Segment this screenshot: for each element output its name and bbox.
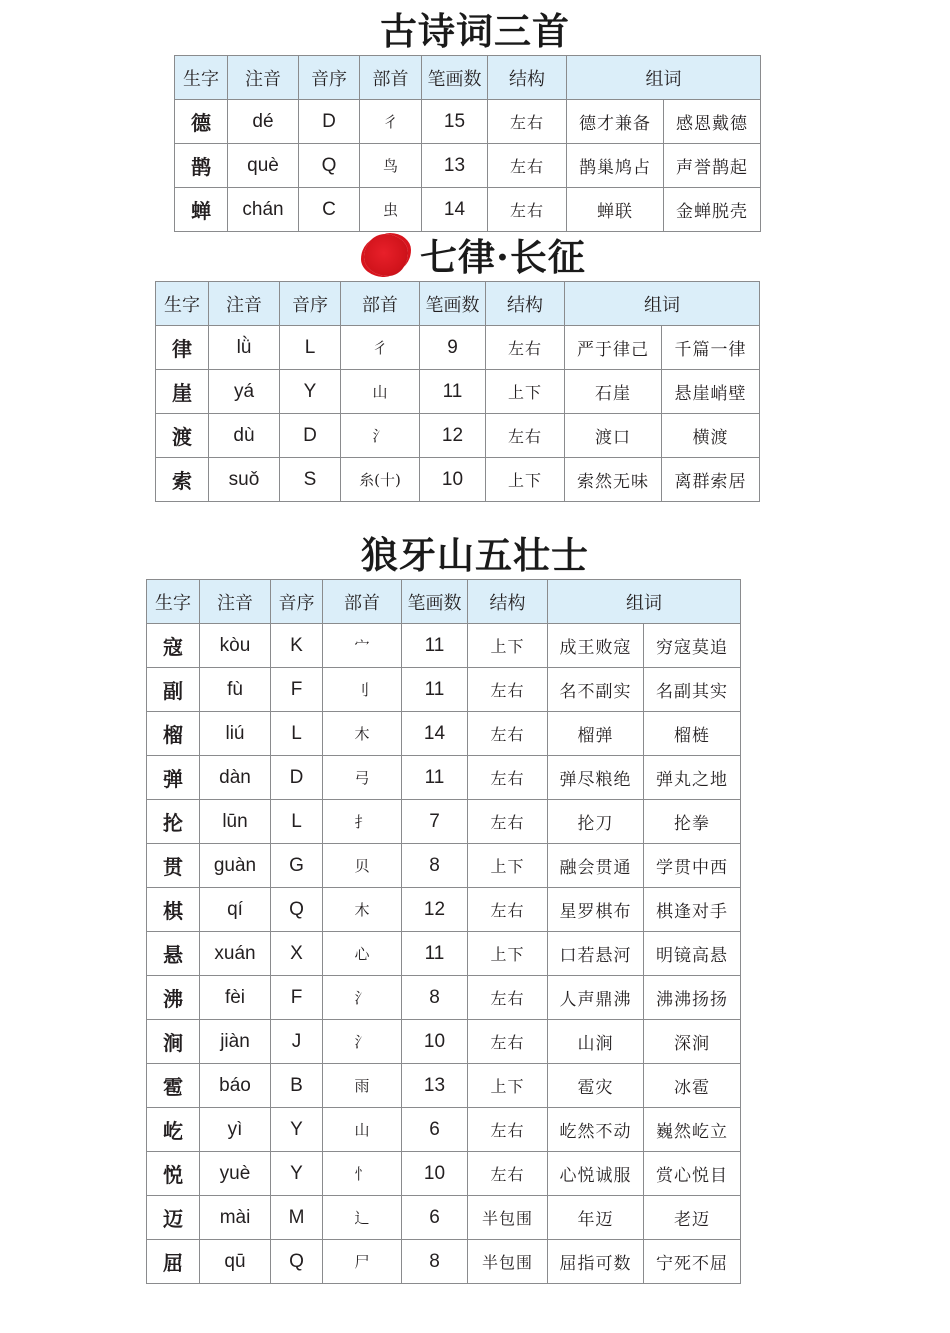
structure-cell: 左右: [488, 188, 567, 232]
word-cell: 巍然屹立: [644, 1108, 741, 1152]
pinyin-cell: dé: [228, 100, 299, 144]
word-cell: 索然无味: [565, 458, 662, 502]
table-row: [147, 1240, 741, 1284]
char-cell: 涧: [147, 1020, 200, 1064]
column-header: 音序: [271, 580, 323, 624]
structure-cell: 半包围: [468, 1196, 548, 1240]
radical-cell: 山: [323, 1108, 402, 1152]
structure-cell: 左右: [488, 100, 567, 144]
word-cell: 老迈: [644, 1196, 741, 1240]
structure-cell: 左右: [468, 888, 548, 932]
section-title-text: 狼牙山五壮士: [361, 533, 589, 577]
column-header: 结构: [468, 580, 548, 624]
radical-cell: 木: [323, 712, 402, 756]
word-cell: 屈指可数: [548, 1240, 644, 1284]
column-header: 音序: [280, 282, 341, 326]
section-title-text: 古诗词三首: [380, 9, 570, 53]
word-cell: 鹊巢鸠占: [567, 144, 664, 188]
initial-cell: B: [271, 1064, 323, 1108]
structure-cell: 左右: [468, 1152, 548, 1196]
column-header: 注音: [200, 580, 271, 624]
table-row: [175, 144, 761, 188]
char-cell: 贯: [147, 844, 200, 888]
word-cell: 千篇一律: [662, 326, 760, 370]
radical-cell: 心: [323, 932, 402, 976]
initial-cell: Q: [299, 144, 360, 188]
section-title-2: [0, 234, 950, 279]
table-row: [156, 458, 760, 502]
char-cell: 索: [156, 458, 209, 502]
pinyin-cell: fèi: [200, 976, 271, 1020]
table-header-row: [147, 580, 741, 624]
column-header: 组词: [567, 56, 761, 100]
word-cell: 深涧: [644, 1020, 741, 1064]
pinyin-cell: dù: [209, 414, 280, 458]
structure-cell: 左右: [468, 1020, 548, 1064]
word-cell: 渡口: [565, 414, 662, 458]
column-header: 组词: [548, 580, 741, 624]
char-cell: 雹: [147, 1064, 200, 1108]
initial-cell: G: [271, 844, 323, 888]
table-row: [147, 1064, 741, 1108]
red-ink-blot-icon: [364, 234, 408, 276]
table-row: [147, 1020, 741, 1064]
initial-cell: Q: [271, 1240, 323, 1284]
table-row: [147, 932, 741, 976]
char-cell: 屈: [147, 1240, 200, 1284]
structure-cell: 左右: [488, 144, 567, 188]
char-cell: 寇: [147, 624, 200, 668]
word-cell: 德才兼备: [567, 100, 664, 144]
radical-cell: 氵: [323, 1020, 402, 1064]
structure-cell: 上下: [486, 370, 565, 414]
pinyin-cell: suǒ: [209, 458, 280, 502]
structure-cell: 左右: [468, 668, 548, 712]
initial-cell: F: [271, 976, 323, 1020]
word-cell: 弹尽粮绝: [548, 756, 644, 800]
radical-cell: 刂: [323, 668, 402, 712]
column-header: 注音: [209, 282, 280, 326]
char-cell: 弹: [147, 756, 200, 800]
strokes-cell: 13: [402, 1064, 468, 1108]
pinyin-cell: qū: [200, 1240, 271, 1284]
strokes-cell: 6: [402, 1108, 468, 1152]
word-cell: 心悦诚服: [548, 1152, 644, 1196]
structure-cell: 半包围: [468, 1240, 548, 1284]
word-cell: 声誉鹊起: [664, 144, 761, 188]
radical-cell: 辶: [323, 1196, 402, 1240]
word-cell: 口若悬河: [548, 932, 644, 976]
strokes-cell: 11: [402, 668, 468, 712]
pinyin-cell: kòu: [200, 624, 271, 668]
initial-cell: J: [271, 1020, 323, 1064]
char-cell: 榴: [147, 712, 200, 756]
strokes-cell: 6: [402, 1196, 468, 1240]
strokes-cell: 10: [420, 458, 486, 502]
char-cell: 悬: [147, 932, 200, 976]
radical-cell: 糸(十): [341, 458, 420, 502]
pinyin-cell: liú: [200, 712, 271, 756]
word-cell: 棋逢对手: [644, 888, 741, 932]
pinyin-cell: yuè: [200, 1152, 271, 1196]
word-cell: 人声鼎沸: [548, 976, 644, 1020]
word-cell: 沸沸扬扬: [644, 976, 741, 1020]
word-cell: 赏心悦目: [644, 1152, 741, 1196]
column-header: 结构: [488, 56, 567, 100]
char-cell: 副: [147, 668, 200, 712]
initial-cell: L: [271, 712, 323, 756]
word-cell: 横渡: [662, 414, 760, 458]
table-row: [147, 1152, 741, 1196]
word-cell: 学贯中西: [644, 844, 741, 888]
strokes-cell: 15: [422, 100, 488, 144]
column-header: 部首: [341, 282, 420, 326]
radical-cell: 氵: [323, 976, 402, 1020]
word-cell: 明镜高悬: [644, 932, 741, 976]
word-cell: 榴梿: [644, 712, 741, 756]
word-cell: 榴弹: [548, 712, 644, 756]
column-header: 结构: [486, 282, 565, 326]
structure-cell: 左右: [468, 800, 548, 844]
pinyin-cell: què: [228, 144, 299, 188]
initial-cell: D: [271, 756, 323, 800]
word-cell: 弹丸之地: [644, 756, 741, 800]
char-cell: 屹: [147, 1108, 200, 1152]
word-cell: 屹然不动: [548, 1108, 644, 1152]
strokes-cell: 11: [402, 624, 468, 668]
word-cell: 冰雹: [644, 1064, 741, 1108]
strokes-cell: 10: [402, 1152, 468, 1196]
radical-cell: 山: [341, 370, 420, 414]
initial-cell: C: [299, 188, 360, 232]
strokes-cell: 13: [422, 144, 488, 188]
word-cell: 感恩戴德: [664, 100, 761, 144]
pinyin-cell: yá: [209, 370, 280, 414]
structure-cell: 左右: [486, 414, 565, 458]
radical-cell: 宀: [323, 624, 402, 668]
char-cell: 崖: [156, 370, 209, 414]
strokes-cell: 11: [402, 932, 468, 976]
pinyin-cell: jiàn: [200, 1020, 271, 1064]
char-cell: 抡: [147, 800, 200, 844]
strokes-cell: 10: [402, 1020, 468, 1064]
structure-cell: 上下: [468, 624, 548, 668]
initial-cell: L: [280, 326, 341, 370]
word-cell: 悬崖峭壁: [662, 370, 760, 414]
table-header-row: [156, 282, 760, 326]
word-cell: 严于律己: [565, 326, 662, 370]
radical-cell: 虫: [360, 188, 422, 232]
initial-cell: X: [271, 932, 323, 976]
column-header: 生字: [156, 282, 209, 326]
table-row: [147, 624, 741, 668]
column-header: 注音: [228, 56, 299, 100]
char-cell: 棋: [147, 888, 200, 932]
strokes-cell: 12: [402, 888, 468, 932]
char-cell: 悦: [147, 1152, 200, 1196]
word-cell: 年迈: [548, 1196, 644, 1240]
column-header: 笔画数: [402, 580, 468, 624]
pinyin-cell: yì: [200, 1108, 271, 1152]
radical-cell: 氵: [341, 414, 420, 458]
table-row: [147, 1108, 741, 1152]
word-cell: 石崖: [565, 370, 662, 414]
strokes-cell: 7: [402, 800, 468, 844]
column-header: 笔画数: [420, 282, 486, 326]
table-header-row: [175, 56, 761, 100]
table-row: [147, 668, 741, 712]
strokes-cell: 11: [402, 756, 468, 800]
word-cell: 抡刀: [548, 800, 644, 844]
word-cell: 名不副实: [548, 668, 644, 712]
pinyin-cell: lūn: [200, 800, 271, 844]
structure-cell: 上下: [468, 1064, 548, 1108]
column-header: 音序: [299, 56, 360, 100]
section-title-text: 七律·长征: [420, 235, 586, 279]
strokes-cell: 8: [402, 844, 468, 888]
word-cell: 蝉联: [567, 188, 664, 232]
initial-cell: L: [271, 800, 323, 844]
char-cell: 德: [175, 100, 228, 144]
table-row: [156, 326, 760, 370]
structure-cell: 左右: [468, 756, 548, 800]
radical-cell: 雨: [323, 1064, 402, 1108]
structure-cell: 上下: [468, 844, 548, 888]
table-row: [147, 976, 741, 1020]
column-header: 生字: [147, 580, 200, 624]
pinyin-cell: qí: [200, 888, 271, 932]
char-cell: 迈: [147, 1196, 200, 1240]
radical-cell: 贝: [323, 844, 402, 888]
strokes-cell: 8: [402, 1240, 468, 1284]
initial-cell: F: [271, 668, 323, 712]
table-row: [175, 100, 761, 144]
structure-cell: 左右: [468, 1108, 548, 1152]
strokes-cell: 8: [402, 976, 468, 1020]
initial-cell: Q: [271, 888, 323, 932]
word-cell: 离群索居: [662, 458, 760, 502]
table-row: [156, 414, 760, 458]
table-row: [147, 800, 741, 844]
pinyin-cell: chán: [228, 188, 299, 232]
radical-cell: 弓: [323, 756, 402, 800]
pinyin-cell: guàn: [200, 844, 271, 888]
word-cell: 山涧: [548, 1020, 644, 1064]
initial-cell: K: [271, 624, 323, 668]
word-cell: 穷寇莫追: [644, 624, 741, 668]
column-header: 部首: [360, 56, 422, 100]
pinyin-cell: mài: [200, 1196, 271, 1240]
structure-cell: 左右: [468, 712, 548, 756]
strokes-cell: 14: [422, 188, 488, 232]
vocab-table-3: [146, 579, 741, 1284]
radical-cell: 扌: [323, 800, 402, 844]
word-cell: 金蝉脱壳: [664, 188, 761, 232]
table-row: [175, 188, 761, 232]
table-row: [147, 756, 741, 800]
section-title-1: [0, 9, 950, 53]
word-cell: 抡拳: [644, 800, 741, 844]
table-row: [147, 712, 741, 756]
structure-cell: 上下: [468, 932, 548, 976]
initial-cell: M: [271, 1196, 323, 1240]
strokes-cell: 12: [420, 414, 486, 458]
radical-cell: 鸟: [360, 144, 422, 188]
word-cell: 名副其实: [644, 668, 741, 712]
word-cell: 雹灾: [548, 1064, 644, 1108]
radical-cell: 忄: [323, 1152, 402, 1196]
radical-cell: 尸: [323, 1240, 402, 1284]
table-row: [147, 1196, 741, 1240]
strokes-cell: 9: [420, 326, 486, 370]
pinyin-cell: fù: [200, 668, 271, 712]
vocab-table-2: [155, 281, 760, 502]
char-cell: 律: [156, 326, 209, 370]
strokes-cell: 11: [420, 370, 486, 414]
initial-cell: D: [280, 414, 341, 458]
char-cell: 沸: [147, 976, 200, 1020]
vocab-table-1: [174, 55, 761, 232]
word-cell: 成王败寇: [548, 624, 644, 668]
column-header: 部首: [323, 580, 402, 624]
initial-cell: S: [280, 458, 341, 502]
table-row: [156, 370, 760, 414]
initial-cell: D: [299, 100, 360, 144]
radical-cell: 木: [323, 888, 402, 932]
section-title-3: [0, 533, 950, 577]
char-cell: 渡: [156, 414, 209, 458]
structure-cell: 左右: [486, 326, 565, 370]
char-cell: 鹊: [175, 144, 228, 188]
initial-cell: Y: [271, 1108, 323, 1152]
strokes-cell: 14: [402, 712, 468, 756]
structure-cell: 左右: [468, 976, 548, 1020]
radical-cell: 彳: [341, 326, 420, 370]
pinyin-cell: báo: [200, 1064, 271, 1108]
word-cell: 融会贯通: [548, 844, 644, 888]
radical-cell: 彳: [360, 100, 422, 144]
table-row: [147, 888, 741, 932]
word-cell: 星罗棋布: [548, 888, 644, 932]
char-cell: 蝉: [175, 188, 228, 232]
structure-cell: 上下: [486, 458, 565, 502]
initial-cell: Y: [271, 1152, 323, 1196]
column-header: 生字: [175, 56, 228, 100]
pinyin-cell: lǜ: [209, 326, 280, 370]
table-row: [147, 844, 741, 888]
pinyin-cell: dàn: [200, 756, 271, 800]
initial-cell: Y: [280, 370, 341, 414]
word-cell: 宁死不屈: [644, 1240, 741, 1284]
column-header: 笔画数: [422, 56, 488, 100]
column-header: 组词: [565, 282, 760, 326]
pinyin-cell: xuán: [200, 932, 271, 976]
